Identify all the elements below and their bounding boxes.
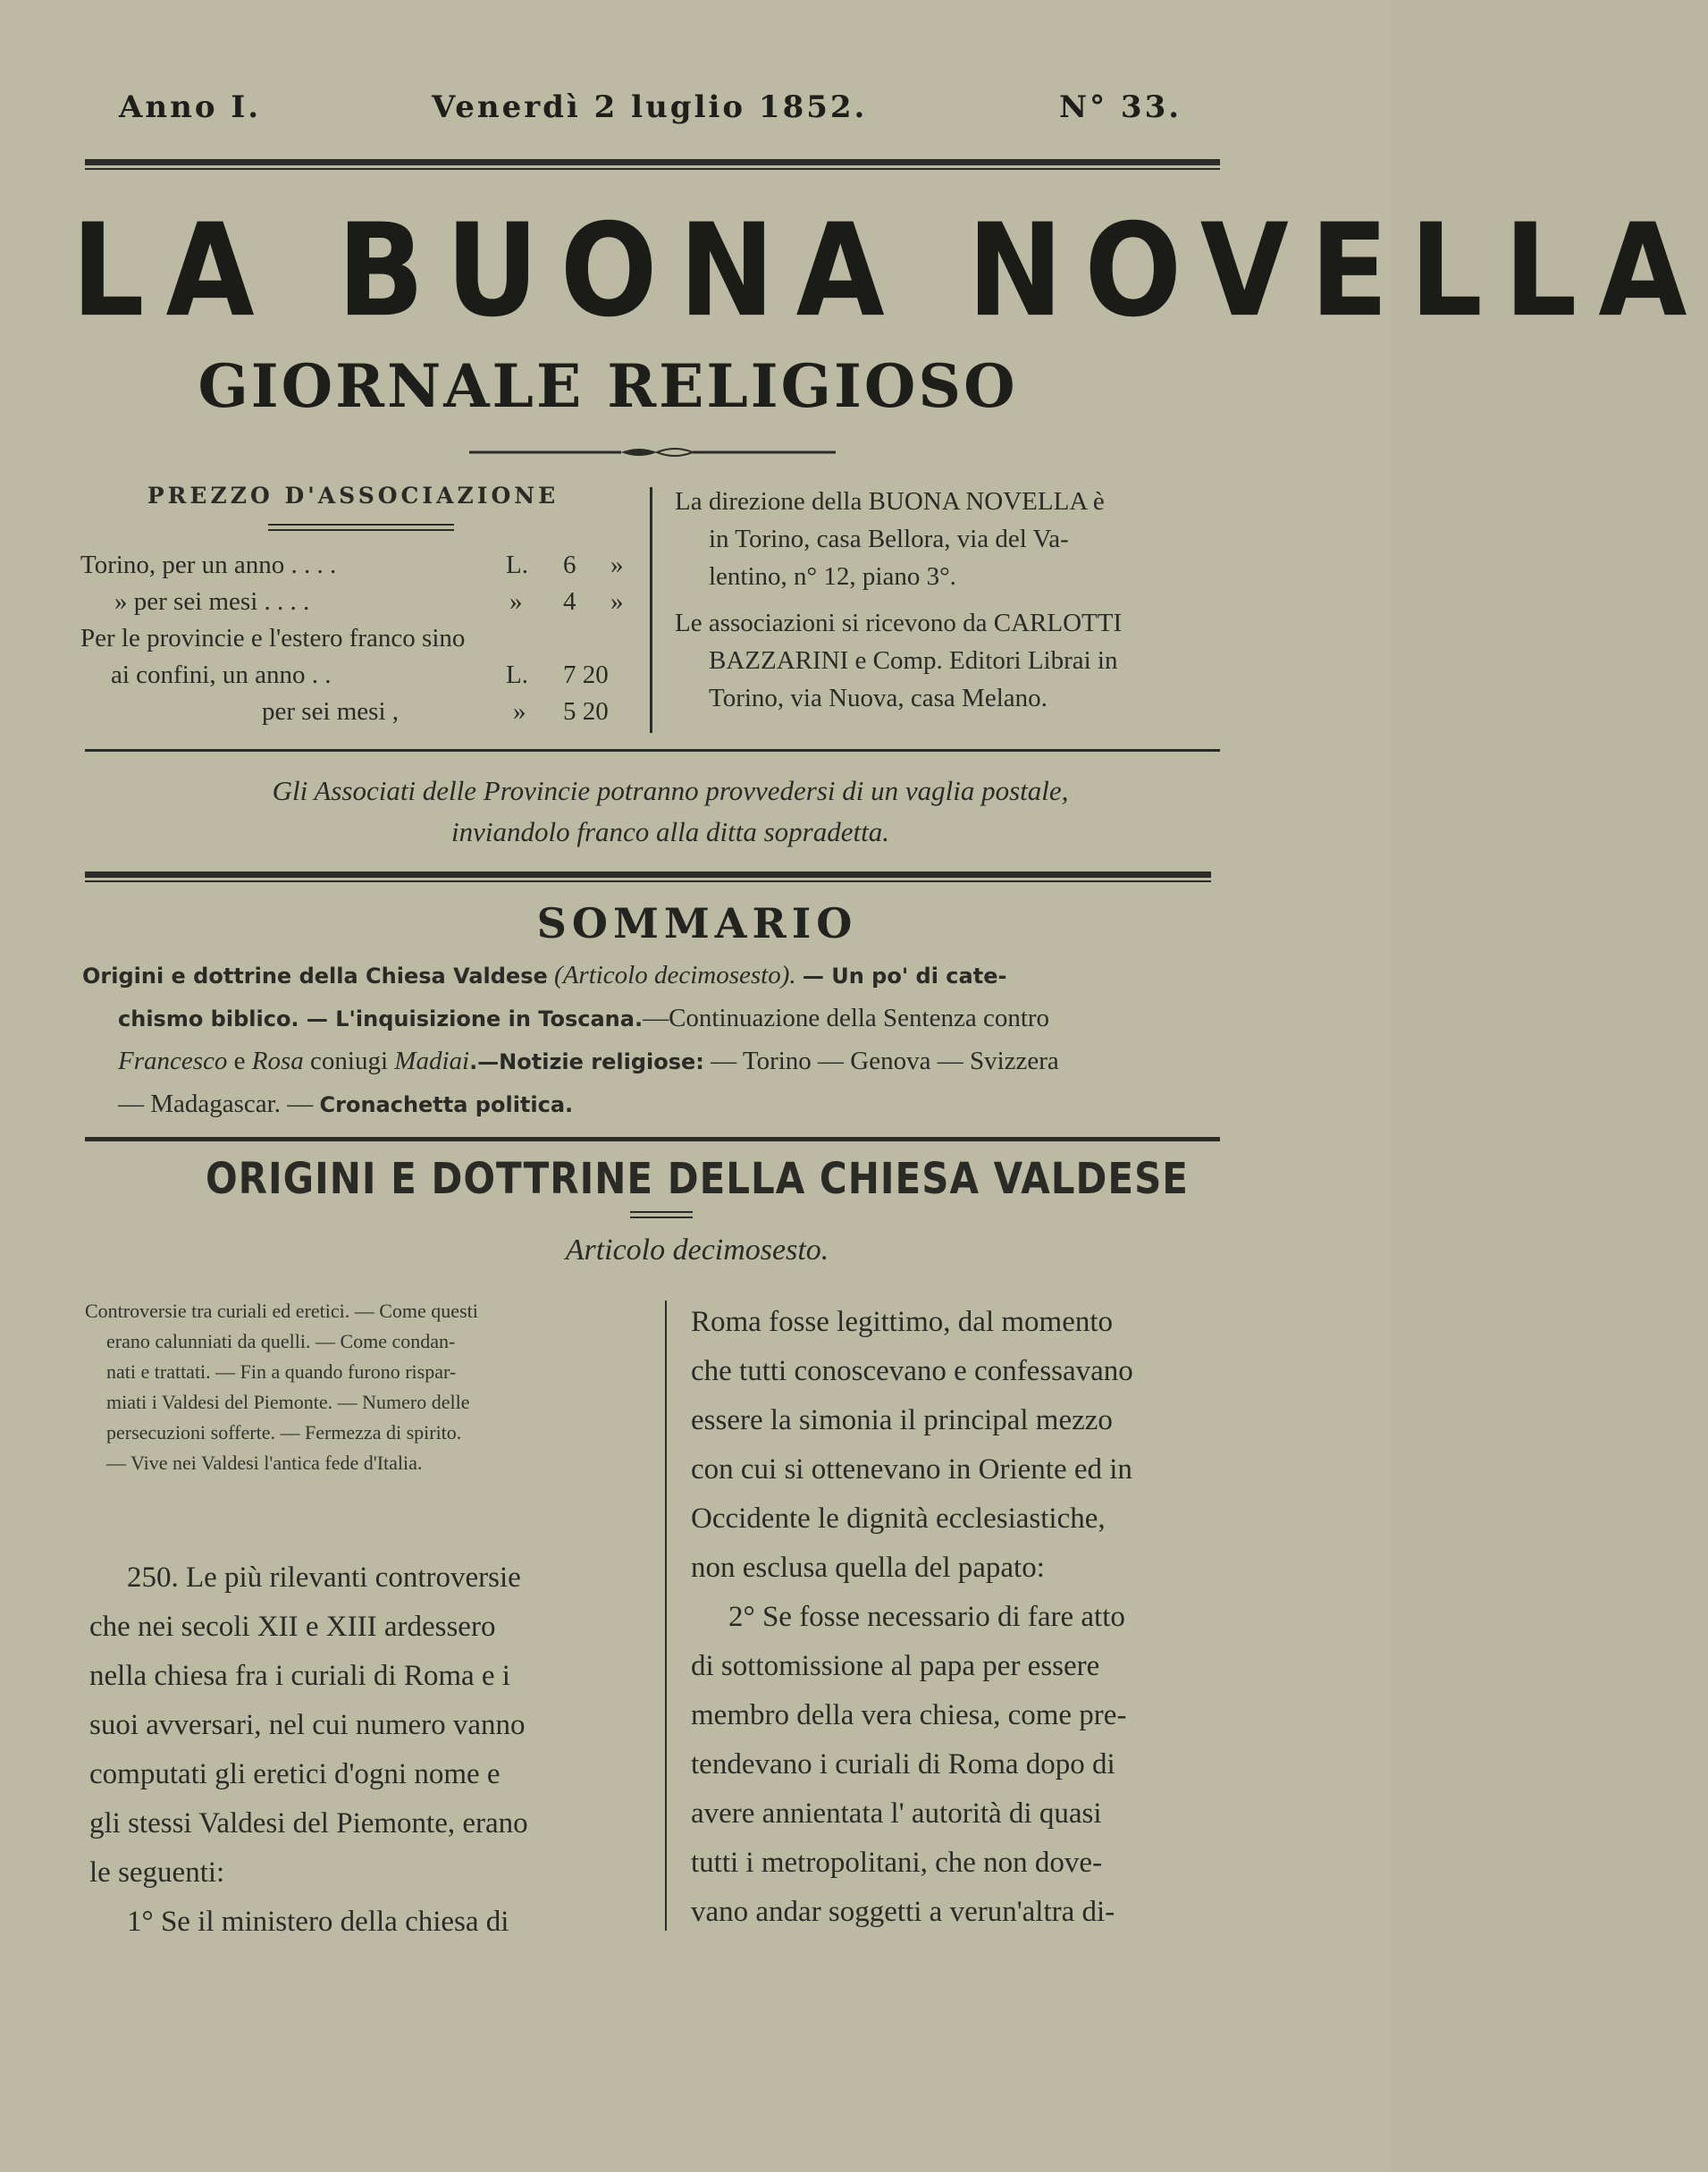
notice-line: inviandolo franco alla ditta sopradetta.	[451, 816, 889, 847]
article-line: Occidente le dignità ecclesiastiche,	[691, 1503, 1106, 1535]
masthead-rule	[85, 159, 1220, 165]
article-right-column	[691, 1298, 1241, 1937]
sommario-item: — Torino — Genova — Svizzera	[703, 1047, 1059, 1075]
sommario-item: Francesco	[118, 1047, 228, 1075]
summary-line: miati i Valdesi del Piemonte. — Numero delle	[106, 1391, 470, 1413]
summary-line: persecuzioni sofferte. — Fermezza di spirito.	[106, 1421, 462, 1444]
price-amount: 6	[563, 551, 576, 579]
article-line: non esclusa quella del papato:	[691, 1552, 1045, 1584]
sommario-line	[82, 955, 1235, 998]
price-amount: 5 20	[563, 697, 609, 726]
sommario-item: .—Notizie religiose:	[469, 1049, 704, 1074]
price-currency: L.	[506, 551, 528, 579]
article-line: le seguenti:	[89, 1856, 225, 1889]
price-amount: 4	[563, 587, 576, 616]
price-label: » per sei mesi . . . .	[114, 587, 310, 616]
masthead-rule-thin	[85, 168, 1220, 170]
issue-number: N° 33.	[1059, 89, 1182, 125]
direction-line: La direzione della BUONA NOVELLA è	[675, 487, 1105, 516]
article-line: essere la simonia il principal mezzo	[691, 1404, 1113, 1436]
price-row	[79, 620, 637, 657]
article-line: di sottomissione al papa per essere	[691, 1650, 1100, 1682]
subscription-line: Torino, via Nuova, casa Melano.	[709, 684, 1048, 712]
direction-line: in Torino, casa Bellora, via del Va-	[709, 525, 1069, 553]
article-line: computati gli eretici d'ogni nome e	[89, 1758, 501, 1790]
masthead-info	[85, 89, 1184, 134]
sommario-item: — Un po' di cate-	[802, 964, 1007, 989]
summary-line: — Vive nei Valdesi l'antica fede d'Italia.	[106, 1452, 423, 1474]
article-subheading: Articolo decimosesto.	[565, 1233, 829, 1267]
price-label: ai confini, un anno . .	[111, 661, 332, 689]
sommario-item: —Continuazione della Sentenza contro	[643, 1004, 1050, 1032]
price-mark: »	[610, 587, 624, 616]
price-heading-rule-2	[268, 529, 454, 531]
direction-block	[675, 483, 1238, 726]
price-amount: 7 20	[563, 661, 609, 689]
article-line: membro della vera chiesa, come pre-	[691, 1699, 1127, 1731]
price-currency: »	[513, 697, 526, 726]
sommario-text: e	[227, 1047, 252, 1075]
sommario-contents	[82, 955, 1235, 1126]
price-currency: L.	[506, 661, 528, 689]
price-row	[79, 584, 637, 620]
price-label: Per le provincie e l'estero franco sino	[80, 624, 466, 652]
price-heading-rule	[268, 524, 454, 526]
section-rule	[85, 749, 1220, 752]
sommario-text: coniugi	[303, 1047, 395, 1075]
newspaper-subtitle: GIORNALE RELIGIOSO	[198, 351, 1018, 421]
issue-year: Anno I.	[119, 89, 262, 125]
article-line: suoi avversari, nel cui numero vanno	[89, 1709, 526, 1741]
price-mark: »	[610, 551, 624, 579]
article-left-column	[89, 1553, 639, 1947]
price-row	[79, 694, 637, 730]
sommario-heading: SOMMARIO	[536, 899, 858, 947]
sommario-item: Cronachetta politica.	[319, 1092, 574, 1117]
summary-line: nati e trattati. — Fin a quando furono rispar-	[106, 1360, 457, 1383]
article-line: tendevano i curiali di Roma dopo di	[691, 1748, 1115, 1781]
newspaper-title: LA BUONA NOVELLA	[72, 197, 1708, 346]
article-line: che tutti conoscevano e confessavano	[691, 1355, 1133, 1387]
sommario-line	[82, 1040, 1235, 1083]
article-line: 2° Se fosse necessario di fare atto	[728, 1601, 1125, 1633]
ornament-divider	[469, 442, 836, 463]
article-heading: ORIGINI E DOTTRINE DELLA CHIESA VALDESE	[205, 1153, 1190, 1204]
article-line: avere annientata l' autorità di quasi	[691, 1797, 1102, 1830]
article-line: 250. Le più rilevanti controversie	[127, 1562, 521, 1594]
sommario-item: Rosa	[251, 1047, 304, 1075]
sommario-item: Madiai	[394, 1047, 470, 1075]
price-row	[79, 657, 637, 694]
article-line: vano andar soggetti a verun'altra di-	[691, 1896, 1115, 1928]
direction-line: lentino, n° 12, piano 3°.	[709, 562, 956, 591]
sommario-item: — Madagascar. —	[118, 1090, 320, 1118]
article-column-divider	[665, 1301, 667, 1931]
article-line: tutti i metropolitani, che non dove-	[691, 1847, 1103, 1879]
summary-line: erano calunniati da quelli. — Come condan-	[106, 1330, 456, 1352]
article-heading-rule-2	[630, 1216, 693, 1218]
price-currency: »	[509, 587, 523, 616]
sommario-item: (Articolo decimosesto).	[554, 961, 796, 989]
subscription-paragraph	[675, 604, 1238, 717]
sommario-item: chismo biblico. — L'inquisizione in Toscana.	[118, 1006, 644, 1031]
issue-date: Venerdì 2 luglio 1852.	[432, 89, 868, 125]
article-line: con cui si ottenevano in Oriente ed in	[691, 1453, 1132, 1486]
article-line: gli stessi Valdesi del Piemonte, erano	[89, 1807, 528, 1839]
direction-paragraph	[675, 483, 1238, 595]
section-rule	[85, 1137, 1220, 1141]
column-divider	[650, 487, 652, 733]
summary-line: Controversie tra curiali ed eretici. — Come questi	[85, 1300, 478, 1322]
article-line: nella chiesa fra i curiali di Roma e i	[89, 1660, 510, 1692]
price-table	[79, 547, 637, 730]
sommario-line	[82, 1083, 1235, 1126]
article-line: Roma fosse legittimo, dal momento	[691, 1306, 1114, 1338]
article-heading-rule	[630, 1211, 693, 1213]
subscription-line: BAZZARINI e Comp. Editori Librai in	[709, 646, 1118, 675]
section-rule-thick	[85, 871, 1211, 878]
subscription-line: Le associazioni si ricevono da CARLOTTI	[675, 609, 1123, 637]
section-rule-thin	[85, 880, 1211, 882]
article-line: che nei secoli XII e XIII ardessero	[89, 1611, 496, 1643]
sommario-line	[82, 998, 1235, 1040]
article-summary	[85, 1296, 635, 1478]
notice-line: Gli Associati delle Provincie potranno provvedersi di un vaglia postale,	[272, 775, 1069, 806]
price-label: Torino, per un anno . . . .	[80, 551, 337, 579]
price-label: per sei mesi ,	[262, 697, 400, 726]
price-row	[79, 547, 637, 584]
article-line: 1° Se il ministero della chiesa di	[127, 1906, 509, 1938]
price-heading: PREZZO D'ASSOCIAZIONE	[147, 483, 560, 509]
sommario-item: Origini e dottrine della Chiesa Valdese	[82, 964, 548, 989]
subscriber-notice	[89, 770, 1251, 853]
